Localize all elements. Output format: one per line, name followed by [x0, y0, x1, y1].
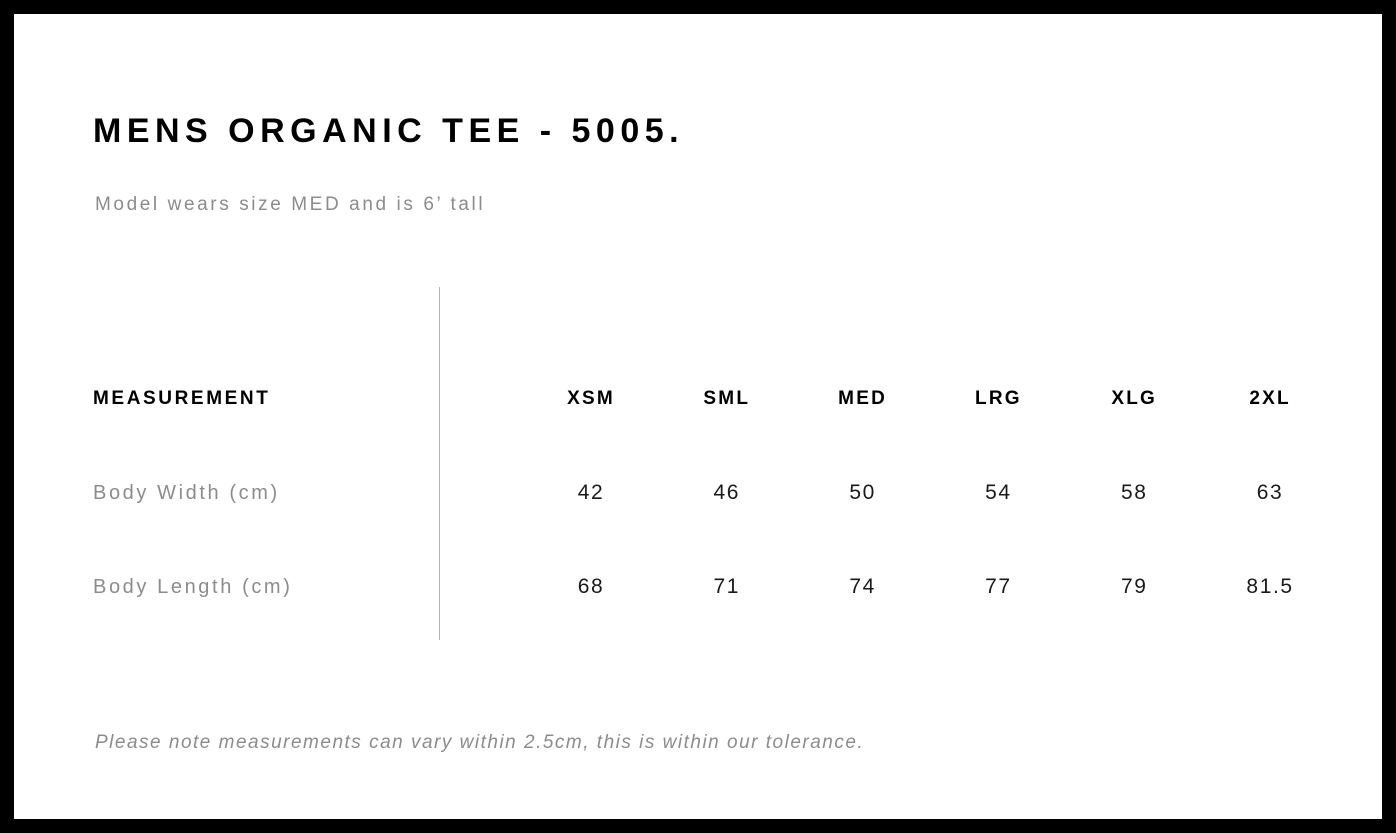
tolerance-note: Please note measurements can vary within 2.5cm, this is within our tolerance.	[95, 732, 865, 753]
cell-body-length-lrg: 77	[985, 575, 1012, 598]
cell-body-length-2xl: 81.5	[1246, 575, 1294, 598]
header-size-xsm: XSM	[567, 388, 615, 409]
cell-body-width-xlg: 58	[1120, 481, 1148, 504]
cell-body-length-xlg: 79	[1120, 575, 1148, 598]
row-label-body-length: Body Length (cm)	[93, 575, 293, 598]
cell-body-width-xsm: 42	[577, 481, 605, 504]
cell-body-width-sml: 46	[713, 481, 741, 504]
table-row	[93, 446, 1338, 540]
model-note: Model wears size MED and is 6’ tall	[95, 194, 486, 215]
cell-body-width-med: 50	[849, 481, 876, 504]
cell-body-length-sml: 71	[713, 575, 741, 598]
row-label-body-width: Body Width (cm)	[93, 481, 280, 504]
size-table	[93, 352, 1338, 634]
size-chart-page	[14, 14, 1382, 819]
page-content	[93, 14, 1342, 819]
cell-body-length-xsm: 68	[577, 575, 605, 598]
header-size-xlg: XLG	[1111, 388, 1158, 409]
header-size-sml: SML	[703, 388, 751, 409]
header-size-med: MED	[838, 388, 887, 409]
table-row	[93, 540, 1338, 634]
header-size-2xl: 2XL	[1249, 388, 1291, 409]
cell-body-width-2xl: 63	[1256, 481, 1284, 504]
page-title: MENS ORGANIC TEE - 5005.	[93, 112, 685, 150]
cell-body-width-lrg: 54	[985, 481, 1012, 504]
cell-body-length-med: 74	[849, 575, 876, 598]
header-measurement: MEASUREMENT	[93, 388, 271, 409]
header-size-lrg: LRG	[975, 388, 1022, 409]
table-header-row	[93, 352, 1338, 446]
